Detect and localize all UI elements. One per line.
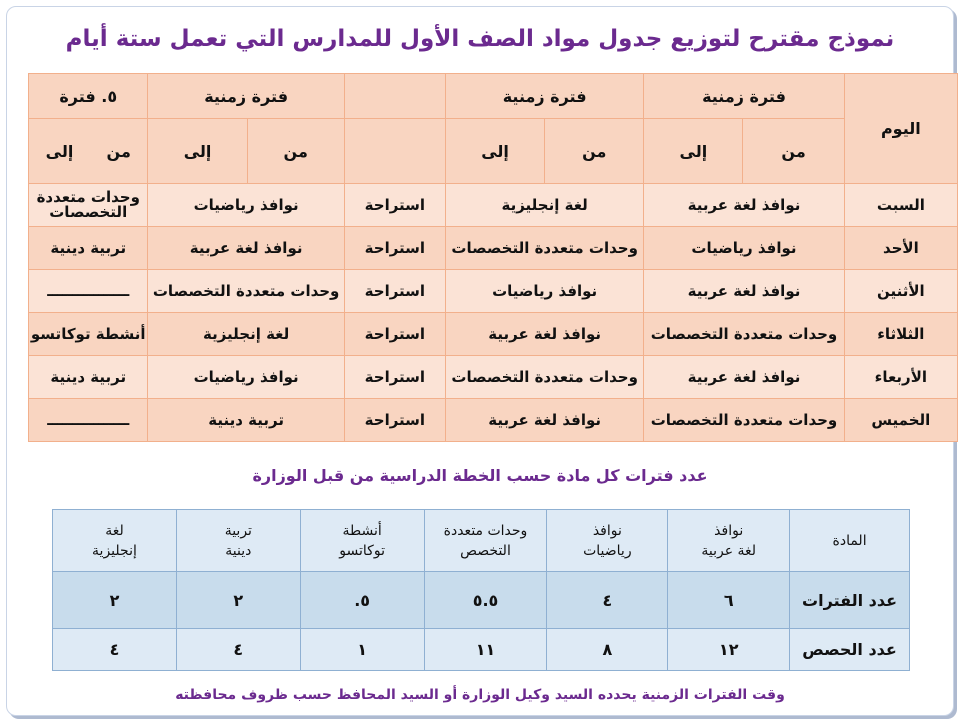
subject-cell: وحدات متعددة التخصصات — [445, 227, 643, 270]
sessions-cell: ١٢ — [668, 629, 790, 671]
subject-cell: وحدات متعددة التخصصات — [29, 184, 148, 227]
day-header: اليوم — [844, 74, 957, 184]
break-cell: استراحة — [344, 270, 445, 313]
subject-cell: ــــــــــــــــ — [29, 399, 148, 442]
schedule-fromto-row — [29, 119, 958, 184]
subject-cell: أنشطة توكاتسو — [29, 313, 148, 356]
from-label: من — [247, 119, 344, 184]
subject-cell: تربية دينية — [29, 227, 148, 270]
from-label: من — [743, 119, 844, 184]
periods-cell: ٥.٥ — [424, 572, 547, 629]
subject-header: أنشطة توكاتسو — [300, 510, 424, 572]
subject-cell: وحدات متعددة التخصصات — [148, 270, 344, 313]
subject-header: نوافذ لغة عربية — [668, 510, 790, 572]
day-cell: الأثنين — [844, 270, 957, 313]
break-cell: استراحة — [344, 356, 445, 399]
break-header — [344, 74, 445, 119]
table-row — [29, 270, 958, 313]
to-label: إلى — [644, 119, 743, 184]
day-cell: الخميس — [844, 399, 957, 442]
subject-cell: لغة إنجليزية — [445, 184, 643, 227]
periods-label: عدد الفترات — [790, 572, 910, 629]
subject-cell: نوافذ لغة عربية — [148, 227, 344, 270]
subject-cell: ــــــــــــــــ — [29, 270, 148, 313]
table-row — [29, 184, 958, 227]
subject-header: تربية دينية — [176, 510, 300, 572]
to-label: إلى — [45, 141, 74, 161]
periods-row — [53, 572, 910, 629]
day-cell: الأربعاء — [844, 356, 957, 399]
subject-cell: نوافذ لغة عربية — [445, 313, 643, 356]
subject-cell: لغة إنجليزية — [148, 313, 344, 356]
subject-cell: نوافذ لغة عربية — [644, 356, 844, 399]
to-label: إلى — [445, 119, 544, 184]
subject-cell: نوافذ رياضيات — [644, 227, 844, 270]
sessions-cell: ١ — [300, 629, 424, 671]
periods-cell: ٥. — [300, 572, 424, 629]
sessions-cell: ١١ — [424, 629, 547, 671]
schedule-header-row — [29, 74, 958, 119]
sessions-cell: ٤ — [176, 629, 300, 671]
subject-header: نوافذ رياضيات — [547, 510, 668, 572]
period-3-header: فترة زمنية — [148, 74, 344, 119]
period-2-header: فترة زمنية — [445, 74, 643, 119]
table-row — [29, 399, 958, 442]
periods-cell: ٢ — [53, 572, 177, 629]
subject-header: وحدات متعددة التخصص — [424, 510, 547, 572]
footer-note: وقت الفترات الزمنية يحدده السيد وكيل الوزارة أو السيد المحافظ حسب ظروف محافظته — [175, 687, 785, 703]
break-cell: استراحة — [344, 184, 445, 227]
day-cell: السبت — [844, 184, 957, 227]
subject-cell: نوافذ رياضيات — [148, 356, 344, 399]
table-row — [29, 313, 958, 356]
counts-table — [52, 509, 910, 671]
schedule-table — [28, 73, 958, 442]
sessions-cell: ٨ — [547, 629, 668, 671]
subject-cell: نوافذ لغة عربية — [644, 184, 844, 227]
table-row — [29, 356, 958, 399]
counts-header-row — [53, 510, 910, 572]
sessions-label: عدد الحصص — [790, 629, 910, 671]
counts-subtitle: عدد فترات كل مادة حسب الخطة الدراسية من قبل الوزارة — [252, 466, 708, 485]
period-1-header: فترة زمنية — [644, 74, 844, 119]
subject-cell: نوافذ لغة عربية — [644, 270, 844, 313]
subject-cell: تربية دينية — [148, 399, 344, 442]
subject-header: لغة إنجليزية — [53, 510, 177, 572]
break-cell: استراحة — [344, 227, 445, 270]
day-cell: الأحد — [844, 227, 957, 270]
subject-cell: تربية دينية — [29, 356, 148, 399]
periods-cell: ٤ — [547, 572, 668, 629]
page-title: نموذج مقترح لتوزيع جدول مواد الصف الأول للمدارس التي تعمل ستة أيام — [65, 26, 895, 52]
sessions-row — [53, 629, 910, 671]
subject-cell: وحدات متعددة التخصصات — [644, 313, 844, 356]
break-subheader — [344, 119, 445, 184]
subject-cell: وحدات متعددة التخصصات — [445, 356, 643, 399]
subject-cell: نوافذ رياضيات — [445, 270, 643, 313]
from-label: من — [106, 141, 131, 161]
break-cell: استراحة — [344, 399, 445, 442]
periods-cell: ٦ — [668, 572, 790, 629]
period-4-header: ٥. فترة — [29, 74, 148, 119]
sessions-cell: ٤ — [53, 629, 177, 671]
subject-cell: وحدات متعددة التخصصات — [644, 399, 844, 442]
day-cell: الثلاثاء — [844, 313, 957, 356]
from-label: من — [545, 119, 644, 184]
table-row — [29, 227, 958, 270]
subject-cell: نوافذ رياضيات — [148, 184, 344, 227]
subject-label: المادة — [790, 510, 910, 572]
periods-cell: ٢ — [176, 572, 300, 629]
to-label: إلى — [148, 119, 247, 184]
break-cell: استراحة — [344, 313, 445, 356]
period-4-fromto — [29, 119, 148, 184]
subject-cell: نوافذ لغة عربية — [445, 399, 643, 442]
